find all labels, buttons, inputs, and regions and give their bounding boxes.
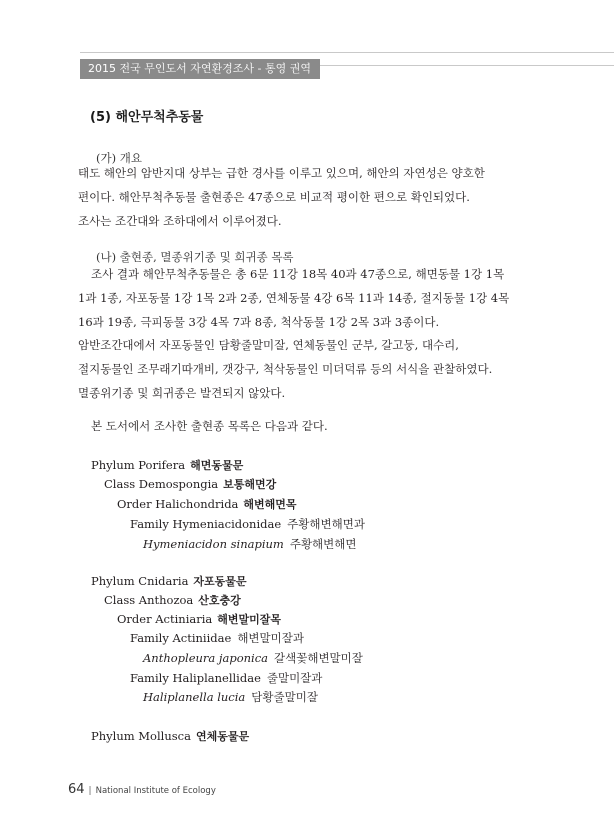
overview-line: 조사는 조간대와 조하대에서 이루어졌다. <box>78 213 282 228</box>
taxon-latin: Order Halichondrida <box>117 497 239 511</box>
taxon-korean: 자포동물문 <box>193 575 247 588</box>
taxon-korean: 담황줄말미잘 <box>251 690 318 704</box>
taxon-korean: 해변말미잘과 <box>237 631 304 645</box>
taxon-korean: 보통해면강 <box>223 478 277 491</box>
taxon-korean: 주황해변해면과 <box>287 517 365 531</box>
header-rule <box>320 65 614 66</box>
taxon-phylum <box>91 457 243 473</box>
species-line: 암반조간대에서 자포동물인 담황줄말미잘, 연체동물인 군부, 갈고둥, 대수리, <box>78 338 459 353</box>
species-line: 16과 19종, 극피동물 3강 4목 7과 8종, 척삭동물 1강 2목 3과 3종이다. <box>78 314 440 329</box>
species-line: 1과 1종, 자포동물 1강 1목 2과 2종, 연체동물 4강 6목 11과 14종, 절지동물 1강 4목 <box>78 290 510 305</box>
taxon-order <box>117 496 297 512</box>
taxon-korean: 주황해변해면 <box>289 537 357 551</box>
running-header-title: 2015 전국 무인도서 자연환경조사 - 통영 권역 <box>88 62 311 75</box>
taxon-latin: Hymeniacidon sinapium <box>143 537 284 551</box>
overview-line: 태도 해안의 암반지대 상부는 급한 경사를 이루고 있으며, 해안의 자연성은 양호한 <box>78 166 485 180</box>
running-header <box>80 59 320 79</box>
taxon-latin: Phylum Porifera <box>91 458 186 472</box>
species-line: 멸종위기종 및 희귀종은 발견되지 않았다. <box>78 385 286 400</box>
taxon-latin: Phylum Cnidaria <box>91 574 189 588</box>
taxon-korean: 줄말미잘과 <box>266 671 323 685</box>
taxon-latin: Family Haliplanellidae <box>130 671 261 685</box>
taxon-species <box>143 536 357 552</box>
page-footer <box>68 782 216 797</box>
species-line: 조사 결과 해안무척추동물은 총 6문 11강 18목 40과 47종으로, 해면동물 1강 1목 <box>91 267 505 281</box>
taxon-family <box>130 670 322 686</box>
taxon-phylum <box>91 728 249 744</box>
taxon-korean: 해변해면목 <box>243 498 297 511</box>
footer-organization: National Institute of Ecology <box>95 786 216 796</box>
taxon-class <box>104 592 241 608</box>
taxon-species <box>143 689 318 705</box>
taxon-order <box>117 611 281 627</box>
species-line: 절지동물인 조무래기따개비, 갯강구, 척삭동물인 미더덕류 등의 서식을 관찰하였다. <box>78 362 493 377</box>
taxon-latin: Family Actiniidae <box>130 631 232 645</box>
header-top-rule <box>80 52 614 53</box>
taxon-korean: 연체동물문 <box>195 730 250 743</box>
page-number: 64 <box>68 782 85 797</box>
taxon-phylum <box>91 573 247 589</box>
taxon-korean: 해변말미잘목 <box>217 613 282 626</box>
overview-heading: (가) 개요 <box>96 151 142 165</box>
taxon-latin: Family Hymeniacidonidae <box>130 517 282 531</box>
taxon-class <box>104 476 276 492</box>
taxon-korean: 해면동물문 <box>190 459 244 472</box>
taxon-latin: Anthopleura japonica <box>143 651 269 665</box>
species-paragraph <box>78 263 533 406</box>
taxon-latin: Class Demospongia <box>104 477 219 491</box>
species-heading: (나) 출현종, 멸종위기종 및 희귀종 목록 <box>96 250 294 264</box>
taxon-latin: Class Anthozoa <box>104 593 194 607</box>
taxon-species <box>143 650 363 666</box>
taxon-latin: Haliplanella lucia <box>143 690 246 704</box>
overview-paragraph <box>78 162 533 233</box>
taxon-latin: Phylum Mollusca <box>91 729 191 743</box>
taxon-korean: 갈색꽃해변말미잘 <box>274 651 363 665</box>
taxon-latin: Order Actiniaria <box>117 612 213 626</box>
overview-line: 편이다. 해안무척추동물 출현종은 47종으로 비교적 평이한 편으로 확인되었다. <box>78 189 470 204</box>
taxon-family <box>130 630 304 646</box>
taxon-korean: 산호충강 <box>198 594 241 607</box>
section-title: (5) 해안무척추동물 <box>90 110 204 125</box>
taxon-family <box>130 516 365 532</box>
footer-separator: | <box>88 786 92 796</box>
list-intro: 본 도서에서 조사한 출현종 목록은 다음과 같다. <box>91 419 328 433</box>
